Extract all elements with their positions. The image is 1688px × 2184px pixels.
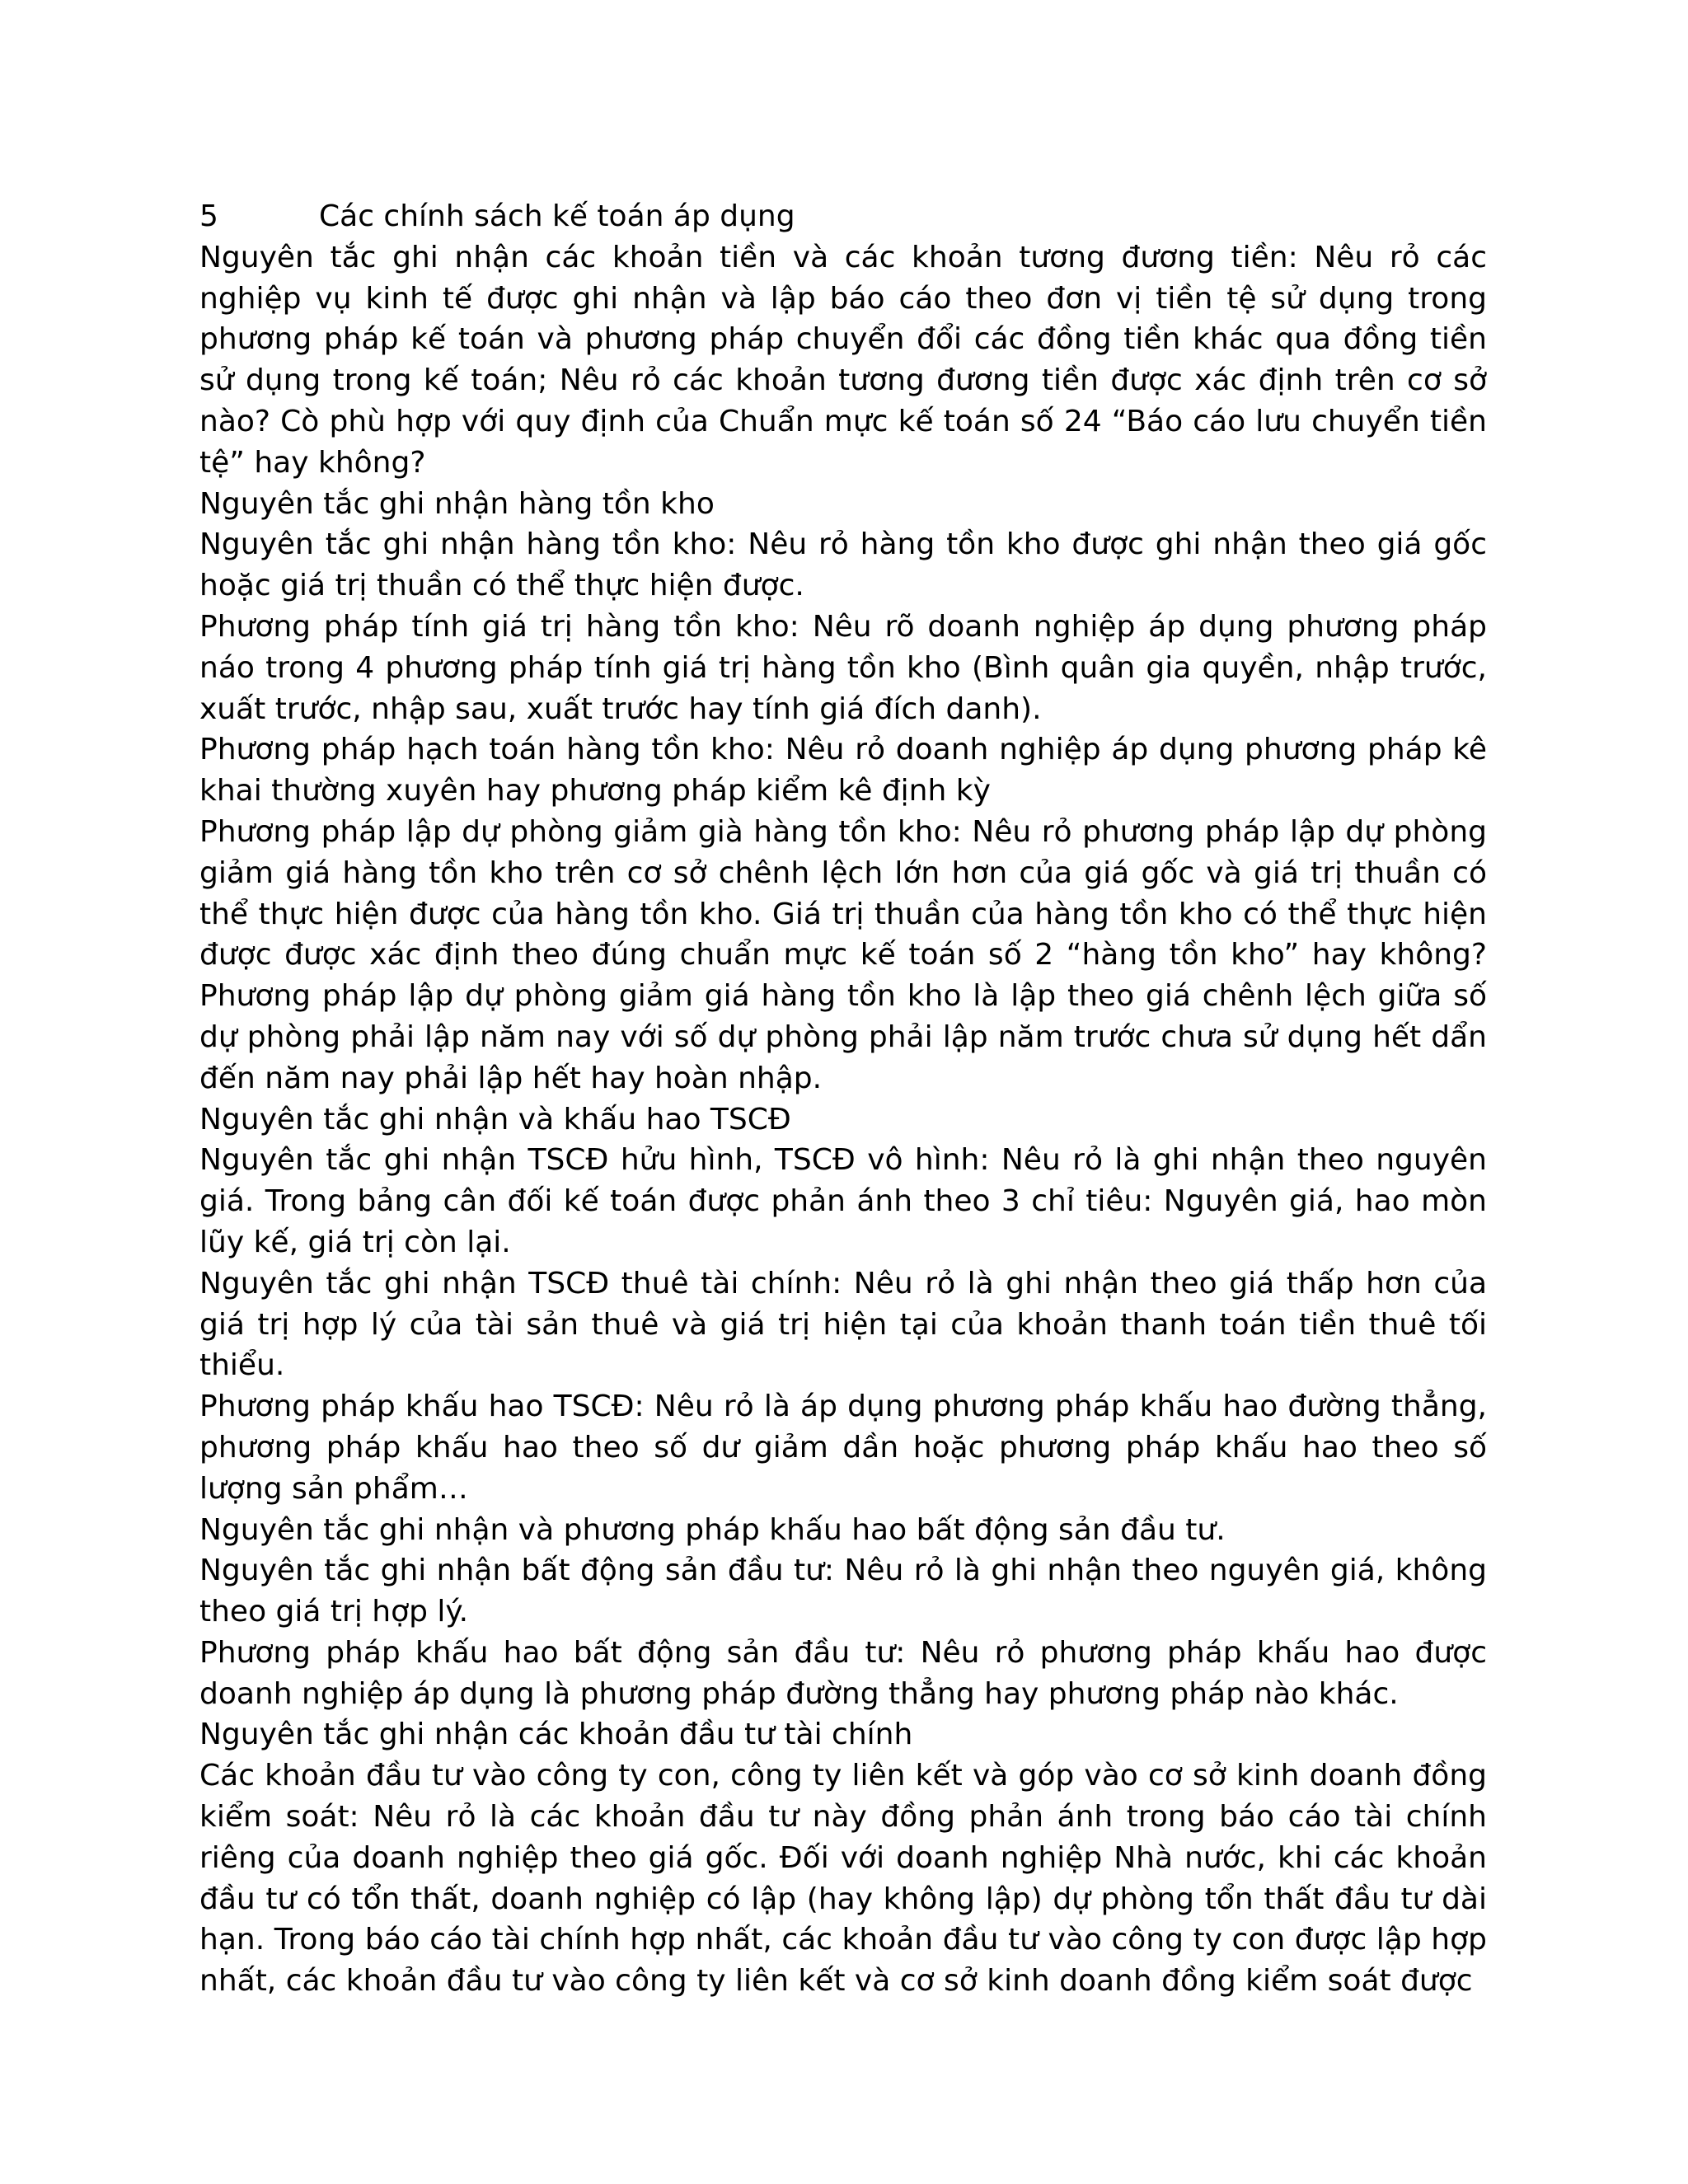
paragraph-cash-equivalents: Nguyên tắc ghi nhận các khoản tiền và các khoản tương đương tiền: Nêu rỏ các nghiệp vụ kinh tế được ghi nhận và lập báo cáo theo đơn vị tiền tệ sử dụng trong phương pháp kế toán và phương pháp chuyển đổi các đồng tiền khác qua đồng tiền sử dụng trong kế toán; Nêu rỏ các khoản tương đương tiền được xác định trên cơ sở nào? Cò phù hợp với quy định của Chuẩn mực kế toán số 24 “Báo cáo lưu chuyển tiền tệ” hay không? xyxy=(199,240,1487,480)
paragraph-subsidiary-investments: Các khoản đầu tư vào công ty con, công ty liên kết và góp vào cơ sở kinh doanh đồng kiểm soát: Nêu rỏ là các khoản đầu tư này đồng phản ánh trong báo cáo tài chính riêng của doanh nghiệp theo giá gốc. Đối với doanh nghiệp Nhà nước, khi các khoản đầu tư có tổn thất, doanh nghiệp có lập (hay không lập) dự phòng tổn thất đầu tư dài hạn. Trong báo cáo tài chính hợp nhất, các khoản đầu tư vào công ty con được lập hợp nhất, các khoản đầu tư vào công ty liên kết và cơ sở kinh doanh đồng kiểm soát được xyxy=(199,1759,1487,1999)
document-page xyxy=(199,196,1487,2002)
subheading-inventory: Nguyên tắc ghi nhận hàng tồn kho xyxy=(199,486,715,521)
paragraph-inventory-accounting: Phương pháp hạch toán hàng tồn kho: Nêu rỏ doanh nghiệp áp dụng phương pháp kê khai thường xuyên hay phương pháp kiểm kê định kỳ xyxy=(199,733,1487,808)
paragraph-inventory-valuation: Phương pháp tính giá trị hàng tồn kho: Nêu rõ doanh nghiệp áp dụng phương pháp náo trong 4 phương pháp tính giá trị hàng tồn kho (Bình quân gia quyền, nhập trước, xuất trước, nhập sau, xuất trước hay tính giá đích danh). xyxy=(199,609,1487,726)
subheading-financial-investments: Nguyên tắc ghi nhận các khoản đầu tư tài chính xyxy=(199,1718,913,1752)
paragraph-depreciation: Phương pháp khấu hao TSCĐ: Nêu rỏ là áp dụng phương pháp khấu hao đường thẳng, phương pháp khấu hao theo số dư giảm dần hoặc phương pháp khấu hao theo số lượng sản phẩm… xyxy=(199,1390,1487,1506)
paragraph-fixed-assets-recognition: Nguyên tắc ghi nhận TSCĐ hửu hình, TSCĐ vô hình: Nêu rỏ là ghi nhận theo nguyên giá. Trong bảng cân đối kế toán được phản ánh theo 3 chỉ tiêu: Nguyên giá, hao mòn lũy kế, giá trị còn lại. xyxy=(199,1143,1487,1259)
section-number: 5 xyxy=(199,199,218,233)
paragraph-investment-property-recognition: Nguyên tắc ghi nhận bất động sản đầu tư: Nêu rỏ là ghi nhận theo nguyên giá, không theo giá trị hợp lý. xyxy=(199,1554,1487,1629)
paragraph-investment-property-depreciation: Phương pháp khấu hao bất động sản đầu tư: Nêu rỏ phương pháp khấu hao được doanh nghiệp áp dụng là phương pháp đường thẳng hay phương pháp nào khác. xyxy=(199,1635,1487,1711)
paragraph-finance-lease: Nguyên tắc ghi nhận TSCĐ thuê tài chính: Nêu rỏ là ghi nhận theo giá thấp hơn của giá trị hợp lý của tài sản thuê và giá trị hiện tại của khoản thanh toán tiền thuê tối thiểu. xyxy=(199,1266,1487,1383)
subheading-fixed-assets: Nguyên tắc ghi nhận và khấu hao TSCĐ xyxy=(199,1102,791,1137)
subheading-investment-property: Nguyên tắc ghi nhận và phương pháp khấu hao bất động sản đầu tư. xyxy=(199,1512,1226,1547)
section-heading xyxy=(199,196,1487,237)
paragraph-inventory-recognition: Nguyên tắc ghi nhận hàng tồn kho: Nêu rỏ hàng tồn kho được ghi nhận theo giá gốc hoặc giá trị thuần có thể thực hiện được. xyxy=(199,527,1487,603)
section-title: Các chính sách kế toán áp dụng xyxy=(319,199,795,233)
paragraph-inventory-provision: Phương pháp lập dự phòng giảm già hàng tồn kho: Nêu rỏ phương pháp lập dự phòng giảm giá hàng tồn kho trên cơ sở chênh lệch lớn hơn của giá gốc và giá trị thuần có thể thực hiện được của hàng tồn kho. Giá trị thuần của hàng tồn kho có thể thực hiện được được xác định theo đúng chuẩn mực kế toán số 2 “hàng tồn kho” hay không? Phương pháp lập dự phòng giảm giá hàng tồn kho là lập theo giá chênh lệch giữa số dự phòng phải lập năm nay với số dự phòng phải lập năm trước chưa sử dụng hết dẩn đến năm nay phải lập hết hay hoàn nhập. xyxy=(199,814,1487,1095)
